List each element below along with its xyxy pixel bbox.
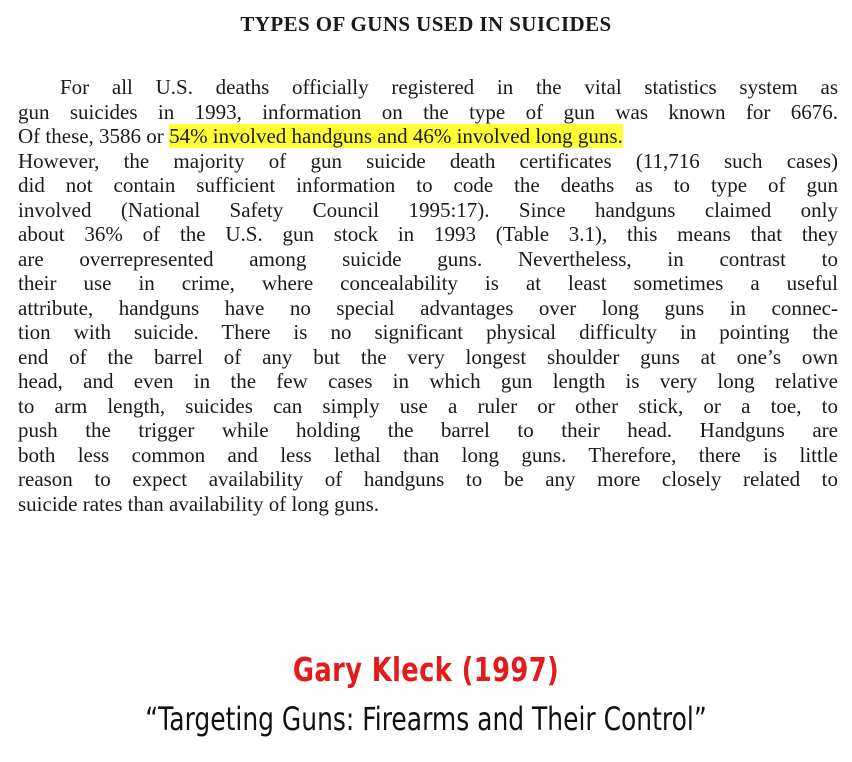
paragraph-line: their use in crime, where concealability is at least sometimes a useful [18,271,838,295]
paragraph-line: suicide rates than availability of long guns. [18,491,379,516]
paragraph-line: However, the majority of gun suicide death certificates (11,716 such cases) [18,148,838,173]
paragraph-line: involved (National Safety Council 1995:17). Since handguns claimed only [18,197,838,222]
citation-author: Gary Kleck (1997) [292,650,560,689]
paragraph-line: end of the barrel of any but the very longest shoulder guns at one’s own [18,344,838,369]
paragraph-line: head, and even in the few cases in which gun length is very long relative [18,369,838,393]
paragraph-line: attribute, handguns have no special advantages over long guns in connec- [18,295,838,320]
paragraph-line: to arm length, suicides can simply use a ruler or other stick, or a toe, to [18,393,838,418]
paragraph-line-highlighted [18,124,838,149]
section-heading: TYPES OF GUNS USED IN SUICIDES [240,12,612,36]
paragraph-line: are overrepresented among suicide guns. Nevertheless, in contrast to [18,246,838,271]
paragraph-line: tion with suicide. There is no significant physical difficulty in pointing the [18,320,838,344]
highlighted-text: 54% involved handguns and 46% involved long guns. [169,124,623,148]
body-paragraph [18,75,838,516]
paragraph-line: For all U.S. deaths officially registered in the vital statistics system as [60,75,838,99]
paragraph-text: Of these, 3586 or [18,124,170,148]
paragraph-line: did not contain sufficient information to code the deaths as to type of gun [18,173,838,197]
paragraph-line: reason to expect availability of handguns to be any more closely related to [18,467,838,491]
citation-book-title: “Targeting Guns: Firearms and Their Control” [145,700,707,738]
paragraph-line: about 36% of the U.S. gun stock in 1993 (Table 3.1), this means that they [18,222,838,246]
paragraph-line: push the trigger while holding the barrel to their head. Handguns are [18,418,838,442]
paragraph-line: gun suicides in 1993, information on the type of gun was known for 6676. [18,99,838,124]
paragraph-line: both less common and less lethal than long guns. Therefore, there is little [18,442,838,467]
